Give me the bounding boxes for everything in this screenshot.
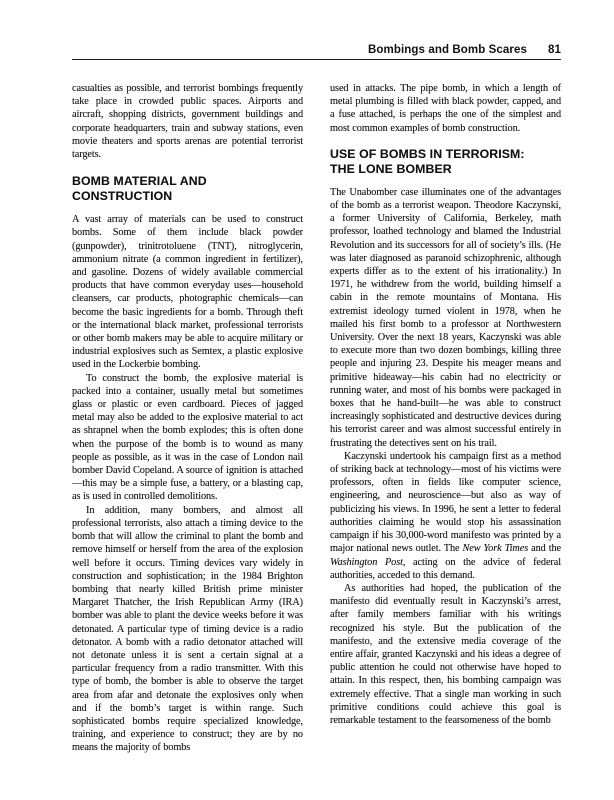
section-heading-use-of-bombs xyxy=(330,147,561,177)
paragraph-manifesto-publication: As authorities had hoped, the publication of the manifesto did eventually result in Kaczynski’s arrest, after family members familiar with his writings recognized his style. But the publication of the manifesto, and the extensive media coverage of the entire affair, granted Kaczynski and his ideas a degree of public attention he could not otherwise have hoped to attain. In this respect, then, his bombing campaign was extremely effective. That a single man working in such primitive conditions could achieve this goal is remarkable testament to the fearsomeness of the bomb xyxy=(330,582,561,726)
left-column xyxy=(72,82,303,755)
paragraph-bomb-construction: To construct the bomb, the explosive material is packed into a container, usually metal but sometimes glass or plastic or even cardboard. Pieces of jagged metal may also be added to the explosive material to act as shrapnel when the bomb explodes; this is often done when the purpose of the bomb is to wound as many people as possible, as it was in the case of London nail bomber David Copeland. A source of ignition is attached—this may be a simple fuse, a battery, or a blasting cap, as is used in controlled demolitions. xyxy=(72,372,303,503)
header-rule-divider xyxy=(72,59,561,60)
campaign-text-before: Kaczynski undertook his campaign first as a method of striking back at technology—most of his victims were professors, often in fields like computer science, engineering, and neuroscience—but also as way of publicizing his views. In 1996, he sent a letter to federal authorities claiming he would stop his assassination campaign if his 30,000-word manifesto was printed by a major national news outlet. The xyxy=(330,450,561,555)
page-number: 81 xyxy=(548,44,561,56)
paragraph-terrorist-targets: casualties as possible, and terrorist bombings frequently take place in crowded public spaces. Airports and aircraft, shopping districts, government buildings and corporate headquarters, train and subway stations, even movie theaters and sports arenas are potential terrorist targets. xyxy=(72,83,303,161)
running-head-line xyxy=(72,44,561,56)
section-heading-bomb-material: BOMB MATERIAL AND CONSTRUCTION xyxy=(72,174,207,204)
paragraph-unabomber: The Unabomber case illuminates one of the advantages of the bomb as a terrorist weapon. Theodore Kaczynski, a former University of California, Berkeley, math professor, loathed technology and blamed the Industrial Revolution and its successors for all of society’s ills. (He was later diagnosed as paranoid schizophrenic, although experts differ as to the extent of his irrationality.) In 1971, he withdrew from the world, building himself a cabin in the remote mountains of Montana. His extremist ideology turned violent in 1978, when he mailed his first bomb to a professor at Northwestern University. Over the next 18 years, Kaczynski was able to execute more than two dozen bombings, killing three people and injuring 23. Despite his meager means and primitive hideaway—his cabin had no electricity or running water, and most of his bombs were packaged in boxes that he hand-built—he was able to construct increasingly sophisticated and destructive devices during his terrorist career and was almost successful entirely in frustrating the detectives sent on his trail. xyxy=(330,186,561,449)
paragraph-kaczynski-campaign xyxy=(330,450,561,582)
italic-new-york-times: New York Times xyxy=(462,543,529,555)
page-header xyxy=(72,0,561,60)
paragraph-timing-devices: In addition, many bombers, and almost all professional terrorists, also attach a timing device to the bomb that will allow the criminal to plant the bomb and remove himself or herself from the area of the explosion well before it occurs. Timing devices vary widely in construction and sophistication; in the 1984 Brighton bombing that nearly killed British prime minister Margaret Thatcher, the Irish Republican Army (IRA) bomber was able to plant the device weeks before it was detonated. A particular type of timing device is a radio detonator. A bomb with a radio detonator attached will not detonate unless it is sent a certain signal at a particular frequency from a radio transmitter. With this type of bomb, the bomber is able to observe the target area from afar and detonate the explosives only when and if the bomb’s target is within range. Such sophisticated bombs require specialized knowledge, training, and experience to construct; they are by no means the majority of bombs xyxy=(72,504,303,754)
heading-line-2: THE LONE BOMBER xyxy=(330,161,452,176)
paragraph-pipe-bomb: used in attacks. The pipe bomb, in which a length of metal plumbing is filled with black powder, capped, and a fuse attached, is perhaps the one of the simplest and most common examples of bomb construction. xyxy=(330,83,561,134)
paragraph-bomb-materials: A vast array of materials can be used to construct bombs. Some of them include black powder (gunpowder), trinitrotoluene (TNT), nitroglycerin, ammonium nitrate (a common ingredient in fertilizer), and gasoline. Dozens of widely available commercial products that have common everyday uses—household cleansers, car products, photographic chemicals—can become the basic ingredients for a bomb. Through theft or the international black market, professional terrorists or other bomb makers may be able to acquire military or industrial explosives such as Semtex, a plastic explosive used in the Lockerbie bombing. xyxy=(72,214,303,371)
campaign-text-middle: and the xyxy=(528,543,562,555)
running-head-title: Bombings and Bomb Scares xyxy=(368,44,527,56)
heading-line-1: USE OF BOMBS IN TERRORISM: xyxy=(330,146,525,161)
right-column xyxy=(330,82,561,755)
two-column-text-area xyxy=(72,82,561,755)
italic-washington-post: Washington Post xyxy=(330,556,403,568)
campaign-text-after: , acting on the advice of federal authorities, acceded to this demand. xyxy=(330,556,561,581)
